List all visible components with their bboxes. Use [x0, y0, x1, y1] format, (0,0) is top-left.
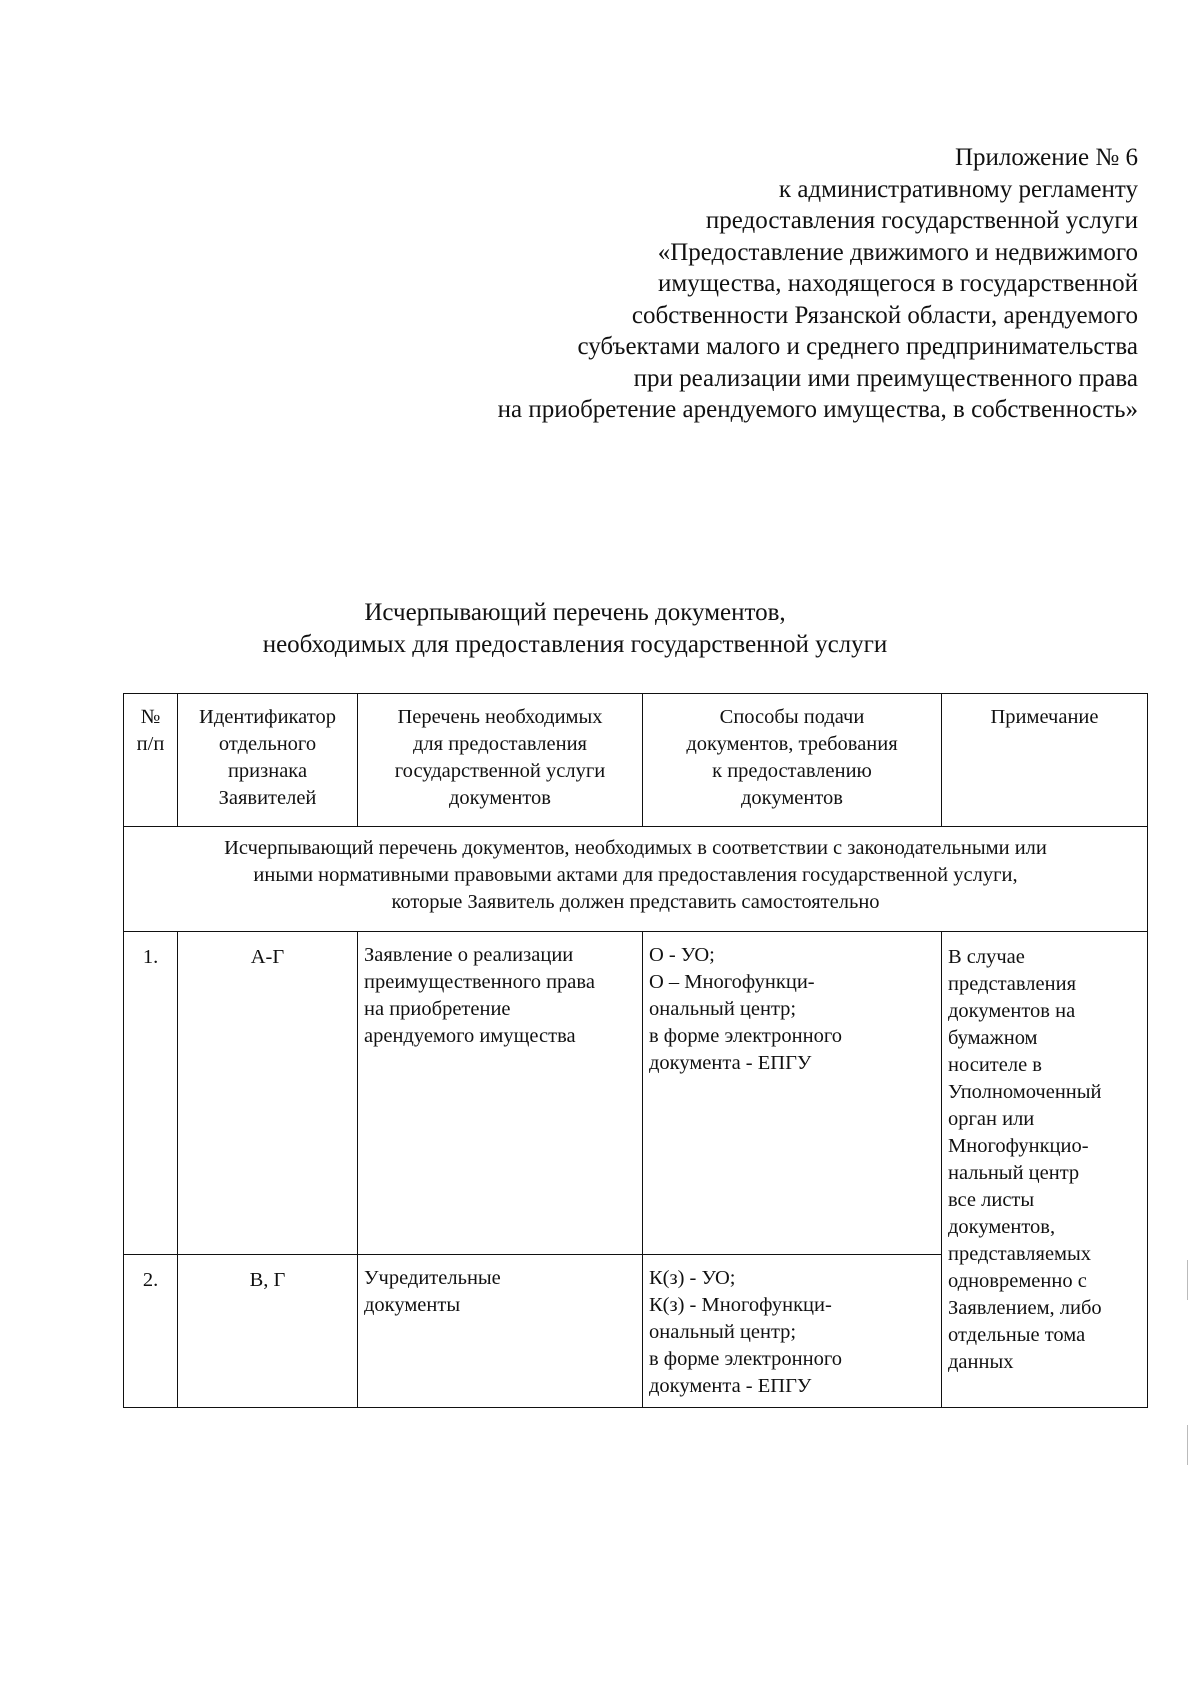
- cell-text: документы: [364, 1294, 461, 1316]
- section-text: Исчерпывающий перечень документов, необходимых в соответствии с законодательными или: [224, 837, 1047, 859]
- row-methods: [643, 932, 942, 1255]
- note-text: Заявлением, либо: [948, 1297, 1102, 1319]
- table-section-row: [124, 827, 1148, 932]
- note-text: орган или: [948, 1108, 1035, 1130]
- header-text: документов: [449, 787, 551, 809]
- header-text: для предоставления: [413, 733, 587, 755]
- header-text: Примечание: [990, 706, 1099, 728]
- cell-text: К(з) - Многофункци-: [649, 1294, 832, 1316]
- header-text: документов: [741, 787, 843, 809]
- appendix-line: собственности Рязанской области, арендуемого: [631, 301, 1138, 329]
- row-identifier: А-Г: [178, 932, 358, 1255]
- appendix-line: Приложение № 6: [954, 144, 1138, 171]
- note-text: все листы: [948, 1189, 1035, 1211]
- appendix-line: предоставления государственной услуги: [705, 207, 1138, 234]
- cell-text: Заявление о реализации: [364, 944, 574, 966]
- title-line-2: необходимых для предоставления государственной услуги: [262, 631, 888, 658]
- note-text: отдельные тома: [948, 1324, 1086, 1346]
- header-text: документов, требования: [686, 733, 898, 755]
- header-identifier: [178, 694, 358, 827]
- note-text: представляемых: [948, 1243, 1092, 1265]
- note-text: Уполномоченный: [948, 1081, 1102, 1103]
- note-text: носителе в: [948, 1054, 1042, 1076]
- appendix-line: субъектами малого и среднего предпринимательства: [577, 333, 1138, 360]
- document-title: [0, 597, 1200, 661]
- title-line-1: Исчерпывающий перечень документов,: [364, 599, 786, 626]
- cell-text: ональный центр;: [649, 1321, 797, 1343]
- note-text: документов,: [948, 1216, 1056, 1238]
- appendix-header: [498, 142, 1138, 426]
- cell-text: в форме электронного: [649, 1025, 842, 1047]
- section-text: которые Заявитель должен представить самостоятельно: [391, 891, 880, 913]
- cell-text: в форме электронного: [649, 1348, 842, 1370]
- section-text: иными нормативными правовыми актами для предоставления государственной услуги,: [253, 864, 1018, 886]
- note-text: бумажном: [948, 1027, 1038, 1049]
- note-text: нальный центр: [948, 1162, 1080, 1184]
- header-number: [124, 694, 178, 827]
- note-text: одновременно с: [948, 1270, 1087, 1292]
- header-text: государственной услуги: [394, 760, 606, 782]
- row-document: [358, 932, 643, 1255]
- note-text: документов на: [948, 1000, 1076, 1022]
- cell-text: документа - ЕПГУ: [649, 1052, 812, 1074]
- header-submission-methods: [643, 694, 942, 827]
- table-row: [124, 932, 1148, 1255]
- cell-text: документа - ЕПГУ: [649, 1375, 812, 1397]
- cell-text: ональный центр;: [649, 998, 797, 1020]
- cell-text: О - УО;: [649, 944, 715, 966]
- header-text: Идентификатор: [199, 706, 336, 728]
- header-text: отдельного: [218, 733, 317, 755]
- cell-text: на приобретение: [364, 998, 511, 1020]
- cell-text: преимущественного права: [364, 971, 595, 993]
- appendix-line: «Предоставление движимого и недвижимого: [657, 238, 1138, 266]
- row-document: [358, 1255, 643, 1408]
- header-text: №: [140, 706, 161, 728]
- appendix-line: к административному регламенту: [778, 175, 1138, 203]
- row-identifier: В, Г: [178, 1255, 358, 1408]
- header-text: признака: [227, 760, 308, 782]
- row-note: [942, 932, 1148, 1408]
- row-number: 2.: [124, 1255, 178, 1408]
- section-heading: [124, 827, 1148, 932]
- header-note: [942, 694, 1148, 827]
- scan-artifact: [1187, 1425, 1188, 1465]
- cell-text: арендуемого имущества: [364, 1025, 576, 1047]
- header-text: Перечень необходимых: [397, 706, 603, 728]
- header-documents-list: [358, 694, 643, 827]
- row-number: 1.: [124, 932, 178, 1255]
- header-text: Заявителей: [218, 787, 317, 809]
- documents-table: [123, 693, 1148, 1408]
- row-methods: [643, 1255, 942, 1408]
- appendix-line: при реализации ими преимущественного права: [633, 364, 1138, 392]
- cell-text: Учредительные: [364, 1267, 501, 1289]
- header-text: п/п: [136, 733, 165, 755]
- table-header-row: [124, 694, 1148, 827]
- appendix-line: имущества, находящегося в государственной: [658, 270, 1138, 297]
- header-text: к предоставлению: [712, 760, 872, 782]
- note-text: В случае: [948, 946, 1025, 968]
- appendix-line: на приобретение арендуемого имущества, в собственность»: [497, 396, 1138, 423]
- scan-artifact: [1187, 1260, 1188, 1300]
- cell-text: К(з) - УО;: [649, 1267, 736, 1289]
- note-text: Многофункцио-: [948, 1135, 1089, 1157]
- header-text: Способы подачи: [719, 706, 865, 728]
- note-text: данных: [948, 1351, 1014, 1373]
- note-text: представления: [948, 973, 1076, 995]
- cell-text: О – Многофункци-: [649, 971, 815, 993]
